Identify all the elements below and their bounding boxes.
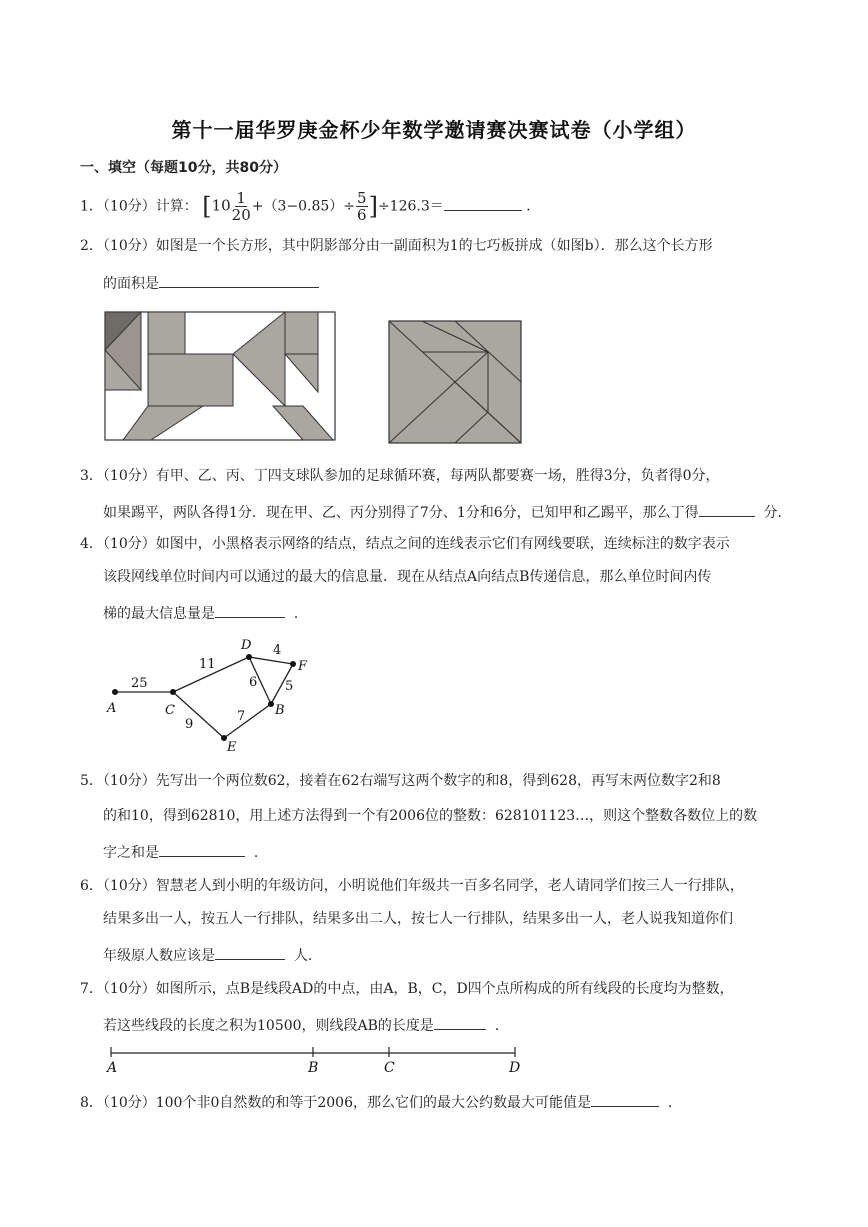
edge-label-ac: 25 bbox=[131, 676, 148, 691]
node-d bbox=[246, 654, 252, 660]
q1-fraction-2 bbox=[356, 190, 368, 223]
point-label-a: A bbox=[107, 1060, 118, 1075]
question-1 bbox=[80, 190, 540, 223]
q8-line-1-end: ． bbox=[667, 1095, 682, 1111]
q6-line-3-text: 年级原人数应该是 bbox=[103, 948, 215, 964]
q1-fraction-2-denominator: 6 bbox=[357, 206, 367, 224]
q1-answer-blank bbox=[444, 194, 522, 211]
edge-label-cd: 11 bbox=[199, 657, 216, 672]
section-heading: 一、填空（每题10分，共80分） bbox=[80, 160, 287, 176]
point-label-c: C bbox=[384, 1060, 395, 1075]
point-label-b: B bbox=[308, 1060, 319, 1075]
edge-d-f bbox=[249, 657, 293, 664]
q4-line-2: 该段网线单位时间内可以通过的最大的信息量．现在从结点A向结点B传递信息，那么单位时间内传 bbox=[103, 569, 712, 585]
q1-middle: +（3−0.85）÷ bbox=[251, 198, 356, 215]
q1-fraction-1 bbox=[232, 190, 251, 223]
q4-line-3-end: ． bbox=[293, 606, 308, 622]
q7-answer-blank bbox=[434, 1013, 486, 1030]
segment-diagram bbox=[103, 1043, 527, 1075]
q3-line-2-end: 分． bbox=[763, 505, 792, 521]
edge-label-fb: 5 bbox=[285, 679, 294, 694]
node-f bbox=[290, 661, 296, 667]
tangram-rectangle-figure bbox=[103, 310, 339, 444]
q5-line-3 bbox=[103, 840, 268, 863]
q4-line-1: 4．（10分）如图中，小黑格表示网络的结点，结点之间的连线表示它们有网线要联，连续标注的数字表示 bbox=[80, 536, 730, 552]
q1-whole: 10 bbox=[211, 196, 231, 215]
q4-answer-blank bbox=[215, 601, 285, 618]
node-label-d: D bbox=[241, 638, 252, 653]
q2-line-1: 2．（10分）如图是一个长方形，其中阴影部分由一副面积为1的七巧板拼成（如图b）．那么这个长方形 bbox=[80, 238, 713, 254]
tangram-square-figure bbox=[387, 319, 525, 445]
q2-line-2 bbox=[103, 271, 319, 294]
edge-b-e bbox=[224, 704, 271, 738]
q8-line-1-text: 8．（10分）100个非0自然数的和等于2006，那么它们的最大公约数最大可能值是 bbox=[80, 1095, 591, 1111]
edge-label-ce: 9 bbox=[185, 717, 194, 732]
node-label-f: F bbox=[298, 659, 308, 674]
q1-fraction-1-denominator: 20 bbox=[231, 206, 251, 224]
q5-line-2: 的和10，得到62810，用上述方法得到一个有2006位的整数：628101123…，则这个整数各数位上的数 bbox=[103, 808, 758, 824]
edge-label-db: 6 bbox=[249, 675, 258, 690]
q6-line-1: 6．（10分）智慧老人到小明的年级访问，小明说他们年级共一百多名同学，老人请同学们按三人一行排队， bbox=[80, 878, 744, 894]
edge-label-df: 4 bbox=[273, 643, 282, 658]
q4-line-3-text: 梯的最大信息量是 bbox=[103, 606, 215, 622]
q4-line-3 bbox=[103, 601, 308, 624]
q5-answer-blank bbox=[159, 840, 245, 857]
q6-line-2: 结果多出一人，按五人一行排队，结果多出二人，按七人一行排队，结果多出一人，老人说我知道你们 bbox=[103, 911, 733, 927]
q1-fraction-1-numerator: 1 bbox=[236, 189, 246, 207]
q5-line-3-text: 字之和是 bbox=[103, 845, 159, 861]
q6-line-3 bbox=[103, 943, 322, 966]
q1-fraction-2-numerator: 5 bbox=[357, 189, 367, 207]
q3-answer-blank bbox=[699, 500, 755, 517]
q5-line-1: 5．（10分）先写出一个两位数62，接着在62右端写这两个数字的和8，得到628，再写末两位数字2和8 bbox=[80, 773, 721, 789]
q7-line-1: 7．（10分）如图所示，点B是线段AD的中点，由A，B，C，D四个点所构成的所有线段的长度均为整数， bbox=[80, 981, 734, 997]
q3-line-1: 3．（10分）有甲、乙、丙、丁四支球队参加的足球循环赛，每两队都要赛一场，胜得3分，负者得0分， bbox=[80, 468, 720, 484]
node-a bbox=[112, 689, 118, 695]
q1-tail: ÷126.3＝ bbox=[377, 198, 444, 215]
q1-end: ． bbox=[526, 198, 541, 215]
q7-line-2-text: 若这些线段的长度之积为10500，则线段AB的长度是 bbox=[103, 1018, 434, 1034]
node-label-a: A bbox=[107, 701, 117, 716]
q5-line-3-end: ． bbox=[253, 845, 268, 861]
q6-line-3-end: 人． bbox=[293, 948, 322, 964]
q3-line-2-text: 如果踢平，两队各得1分．现在甲、乙、丙分别得了7分、1分和6分，已知甲和乙踢平，那么丁得 bbox=[103, 505, 699, 521]
page-title: 第十一届华罗庚金杯少年数学邀请赛决赛试卷（小学组） bbox=[171, 118, 697, 142]
q1-bracket-open: [ bbox=[202, 192, 212, 221]
q1-prefix: 1．（10分）计算： bbox=[80, 198, 198, 215]
question-8 bbox=[80, 1090, 682, 1113]
node-label-b: B bbox=[275, 703, 285, 718]
q2-answer-blank bbox=[159, 271, 319, 288]
node-label-c: C bbox=[165, 703, 175, 718]
network-diagram bbox=[103, 632, 323, 757]
q7-line-2-end: ． bbox=[494, 1018, 509, 1034]
edge-label-be: 7 bbox=[237, 709, 246, 724]
node-c bbox=[170, 689, 176, 695]
q1-bracket-close: ] bbox=[368, 192, 378, 221]
q3-line-2 bbox=[103, 500, 792, 523]
q6-answer-blank bbox=[215, 943, 285, 960]
point-label-d: D bbox=[509, 1060, 521, 1075]
node-b bbox=[268, 701, 274, 707]
edge-c-e bbox=[173, 692, 224, 738]
node-label-e: E bbox=[227, 740, 237, 755]
q2-line-2-text: 的面积是 bbox=[103, 276, 159, 292]
q8-answer-blank bbox=[591, 1090, 659, 1107]
q7-line-2 bbox=[103, 1013, 509, 1036]
